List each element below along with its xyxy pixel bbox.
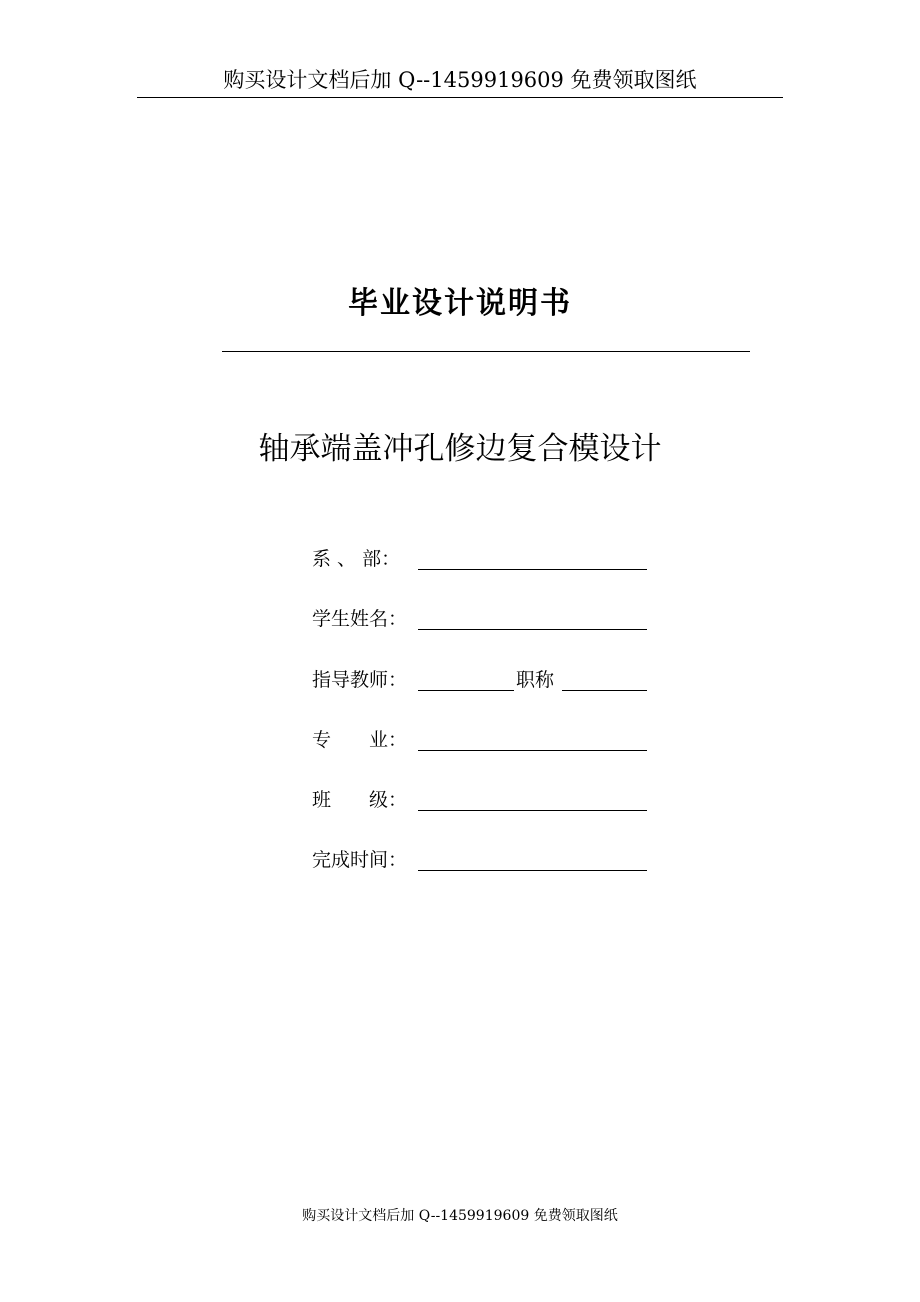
advisor-title-blank bbox=[562, 690, 647, 691]
department-blank bbox=[418, 569, 647, 570]
advisor-label: 指导教师： bbox=[312, 669, 408, 691]
student-name-label: 学生姓名： bbox=[312, 608, 408, 630]
title-divider bbox=[222, 351, 750, 352]
completion-time-blank bbox=[418, 870, 647, 871]
class-blank bbox=[418, 810, 647, 811]
form-row-department bbox=[312, 545, 652, 573]
project-title: 轴承端盖冲孔修边复合模设计 bbox=[258, 431, 662, 467]
form-row-class bbox=[312, 786, 652, 814]
form-row-major bbox=[312, 726, 652, 754]
header-notice: 购买设计文档后加 Q--1459919609 免费领取图纸 bbox=[223, 68, 697, 92]
advisor-blank bbox=[418, 690, 514, 691]
major-blank bbox=[418, 750, 647, 751]
document-title: 毕业设计说明书 bbox=[348, 286, 572, 321]
footer-notice: 购买设计文档后加 Q--1459919609 免费领取图纸 bbox=[302, 1208, 618, 1224]
form-row-student-name bbox=[312, 605, 652, 633]
student-name-blank bbox=[418, 629, 647, 630]
completion-time-label: 完成时间： bbox=[312, 849, 408, 871]
major-label: 专 业： bbox=[312, 729, 408, 751]
department-label: 系 、 部： bbox=[312, 548, 401, 570]
class-label: 班 级： bbox=[312, 789, 408, 811]
form-row-advisor bbox=[312, 666, 652, 694]
form-row-completion-time bbox=[312, 846, 652, 874]
advisor-title-label: 职称 bbox=[516, 669, 555, 691]
header-divider bbox=[137, 97, 783, 98]
